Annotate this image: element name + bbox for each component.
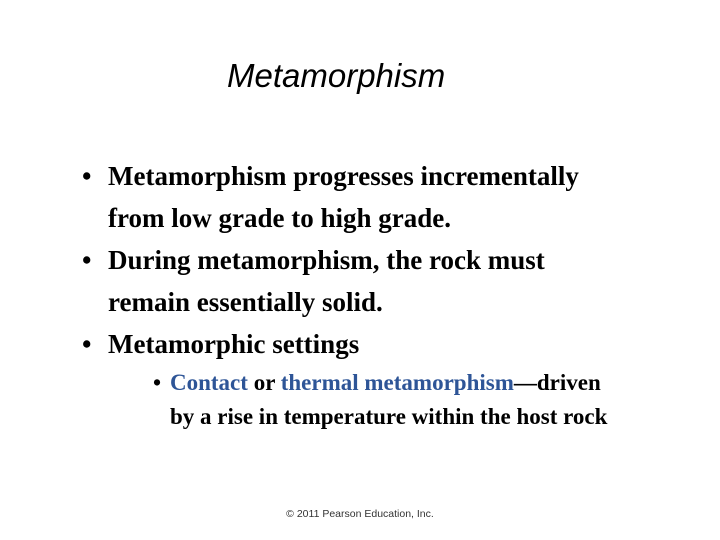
bullet-icon: • — [82, 245, 92, 275]
copyright-footer: © 2011 Pearson Education, Inc. — [286, 508, 434, 520]
bullet-text-line: Metamorphism progresses incrementally — [108, 161, 579, 191]
sub-bullet-icon: • — [153, 370, 162, 395]
bullet-text-line: Metamorphic settings — [108, 329, 360, 359]
bullet-text-line: remain essentially solid. — [108, 287, 383, 317]
sub-bullet-item — [153, 366, 720, 434]
sub-bullet-connector: or — [247, 370, 281, 395]
bullet-item — [82, 323, 702, 365]
sub-bullet-text: —driven — [513, 370, 601, 395]
bullet-item — [82, 155, 702, 239]
bullet-text-line: During metamorphism, the rock must — [108, 245, 545, 275]
bullet-icon: • — [82, 161, 92, 191]
term-thermal-metamorphism: thermal metamorphism — [280, 370, 514, 395]
bullet-text-line: from low grade to high grade. — [108, 203, 451, 233]
bullet-list — [82, 155, 702, 365]
term-contact: Contact — [170, 370, 248, 395]
bullet-icon: • — [82, 329, 92, 359]
sub-bullet-text-line: by a rise in temperature within the host rock — [170, 404, 608, 429]
slide-title: Metamorphism — [227, 57, 446, 94]
bullet-item — [82, 239, 702, 323]
